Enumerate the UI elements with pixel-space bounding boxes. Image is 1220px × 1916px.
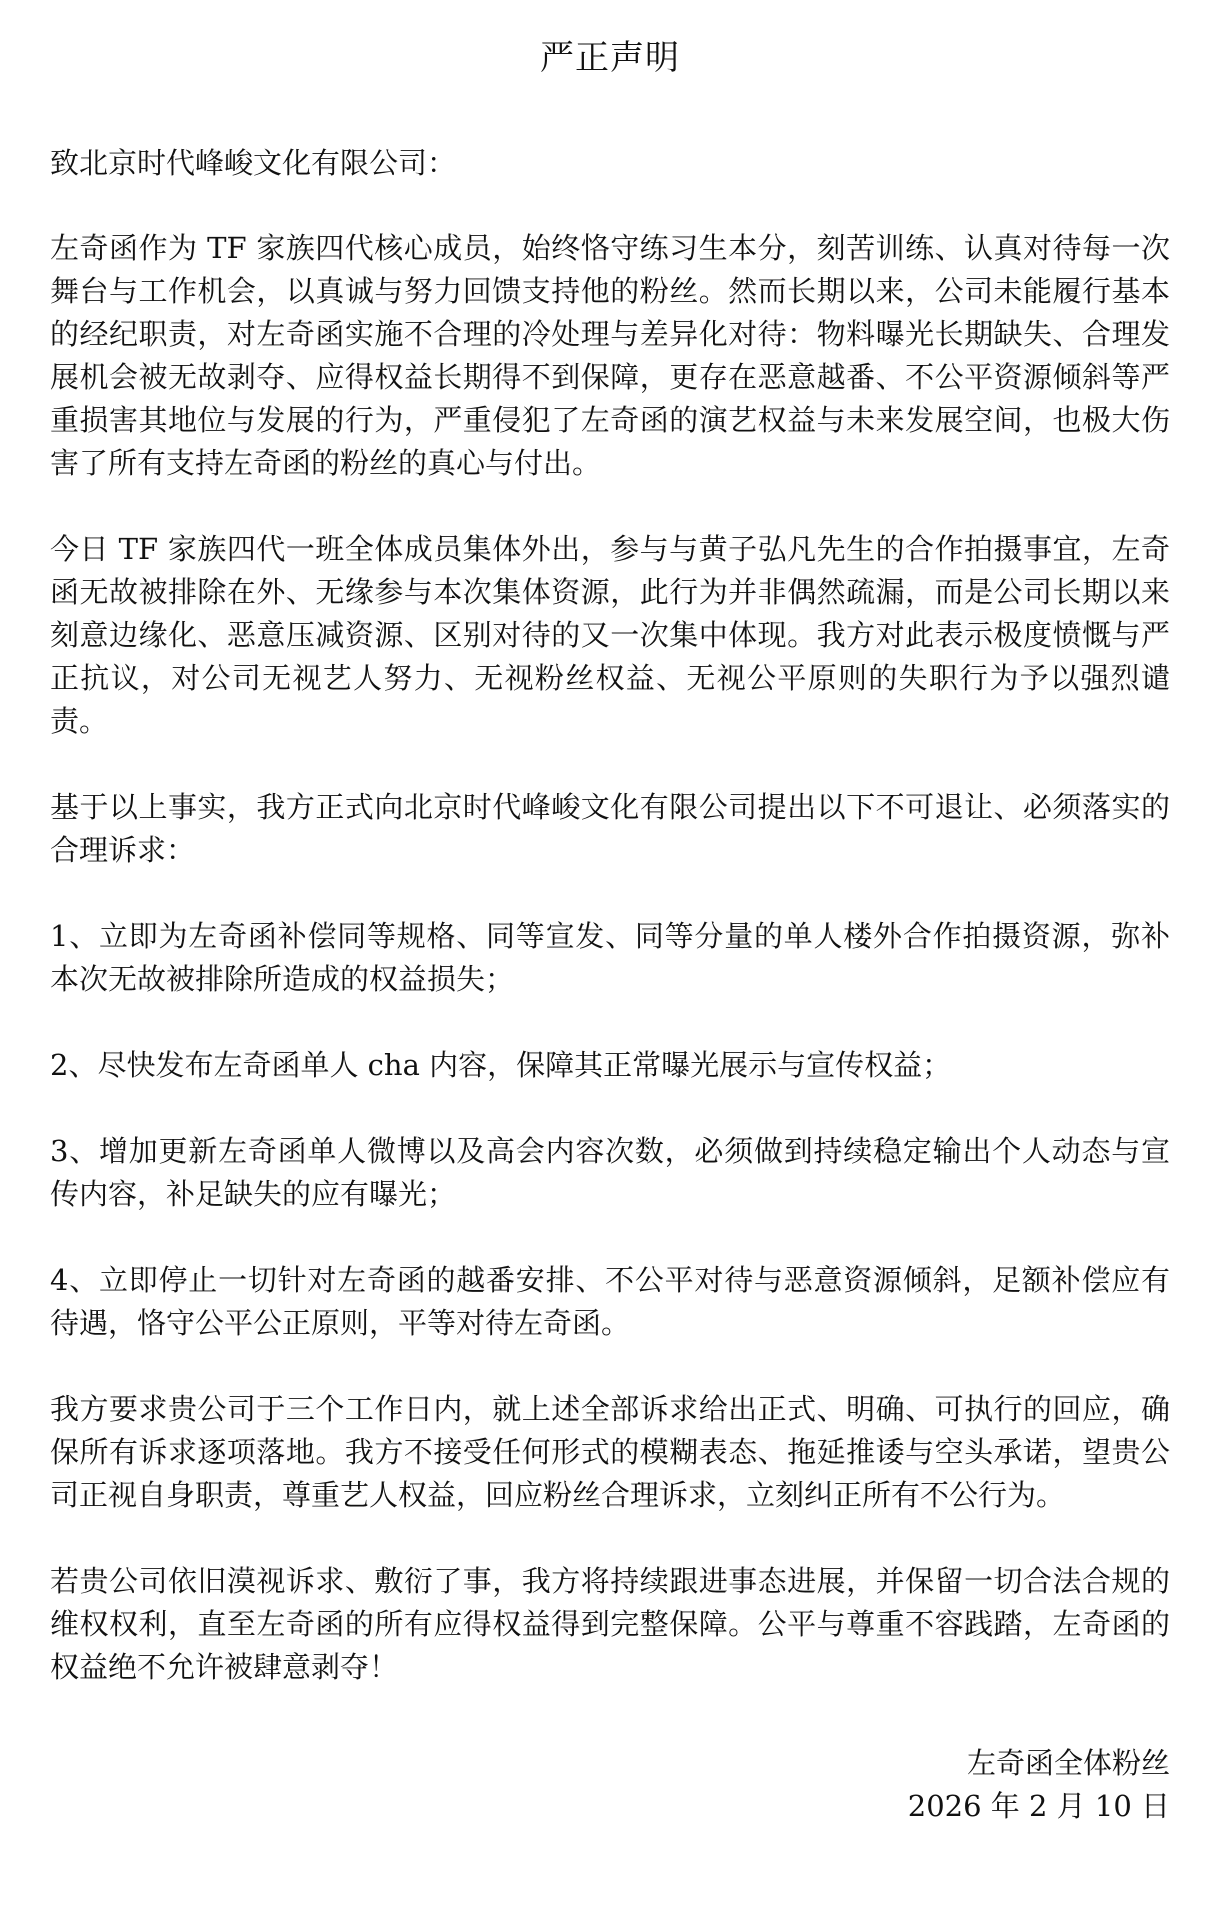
demand-item-3: 3、增加更新左奇函单人微博以及高会内容次数，必须做到持续稳定输出个人动态与宣传内容，补足缺失的应有曝光； xyxy=(50,1134,1170,1211)
signature-date: 2026 年 2 月 10 日 xyxy=(907,1789,1170,1823)
signature-block xyxy=(908,1742,1170,1828)
document-title: 严正声明 xyxy=(540,38,680,78)
paragraph-incident: 今日 TF 家族四代一班全体成员集体外出，参与与黄子弘凡先生的合作拍摄事宜，左奇函无故被排除在外、无缘参与本次集体资源，此行为并非偶然疏漏，而是公司长期以来刻意边缘化、恶意压减资源、区别对待的又一次集中体现。我方对此表示极度愤慨与严正抗议，对公司无视艺人努力、无视粉丝权益、无视公平原则的失职行为予以强烈谴责。 xyxy=(50,532,1170,738)
paragraph-background: 左奇函作为 TF 家族四代核心成员，始终恪守练习生本分，刻苦训练、认真对待每一次舞台与工作机会，以真诚与努力回馈支持他的粉丝。然而长期以来，公司未能履行基本的经纪职责，对左奇函实施不合理的冷处理与差异化对待：物料曝光长期缺失、合理发展机会被无故剥夺、应得权益长期得不到保障，更存在恶意越番、不公平资源倾斜等严重损害其地位与发展的行为，严重侵犯了左奇函的演艺权益与未来发展空间，也极大伤害了所有支持左奇函的粉丝的真心与付出。 xyxy=(50,231,1170,480)
paragraph-deadline: 我方要求贵公司于三个工作日内，就上述全部诉求给出正式、明确、可执行的回应，确保所有诉求逐项落地。我方不接受任何形式的模糊表态、拖延推诿与空头承诺，望贵公司正视自身职责，尊重艺人权益，回应粉丝合理诉求，立刻纠正所有不公行为。 xyxy=(50,1392,1170,1512)
statement-body xyxy=(50,30,1170,1732)
demand-item-4: 4、立即停止一切针对左奇函的越番安排、不公平对待与恶意资源倾斜，足额补偿应有待遇，恪守公平公正原则，平等对待左奇函。 xyxy=(50,1263,1170,1340)
demand-item-1: 1、立即为左奇函补偿同等规格、同等宣发、同等分量的单人楼外合作拍摄资源，弥补本次无故被排除所造成的权益损失； xyxy=(50,919,1170,996)
paragraph-demands-intro: 基于以上事实，我方正式向北京时代峰峻文化有限公司提出以下不可退让、必须落实的合理诉求： xyxy=(50,790,1170,867)
paragraph-warning: 若贵公司依旧漠视诉求、敷衍了事，我方将持续跟进事态进展，并保留一切合法合规的维权权利，直至左奇函的所有应得权益得到完整保障。公平与尊重不容践踏，左奇函的权益绝不允许被肆意剥夺！ xyxy=(50,1564,1170,1684)
signature-name: 左奇函全体粉丝 xyxy=(966,1746,1170,1780)
salutation: 致北京时代峰峻文化有限公司： xyxy=(50,146,457,180)
demand-item-2: 2、尽快发布左奇函单人 cha 内容，保障其正常曝光展示与宣传权益； xyxy=(50,1048,952,1082)
